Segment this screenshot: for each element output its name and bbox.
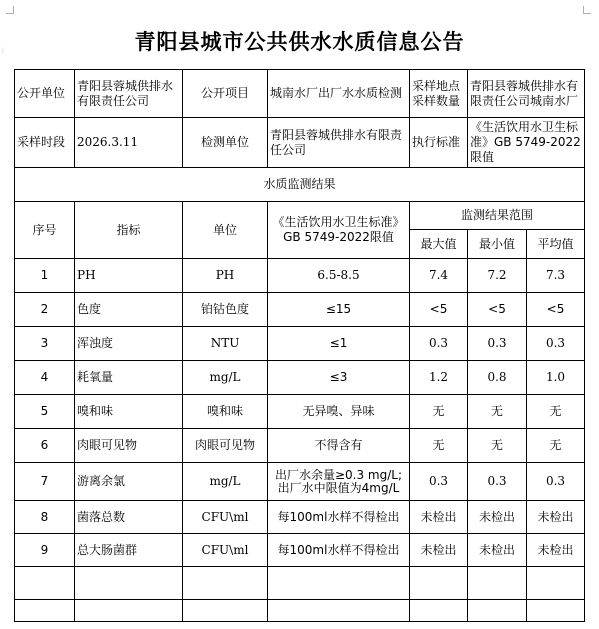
publish-unit-value: 青阳县蓉城供排水有限责任公司 — [75, 70, 183, 118]
row-avg: 未检出 — [527, 501, 585, 534]
empty-row — [15, 600, 585, 622]
row-avg: 无 — [527, 429, 585, 463]
row-min: 未检出 — [468, 534, 527, 567]
row-no: 3 — [15, 327, 75, 361]
label-publish-item: 公开项目 — [183, 70, 268, 118]
table-row — [15, 259, 585, 293]
row-unit: CFU\ml — [183, 501, 268, 534]
header-unit: 单位 — [183, 202, 268, 259]
row-unit: 肉眼可见物 — [183, 429, 268, 463]
row-no: 9 — [15, 534, 75, 567]
row-min: 7.2 — [468, 259, 527, 293]
row-unit: 嗅和味 — [183, 395, 268, 429]
row-max: 无 — [410, 395, 468, 429]
row-unit: NTU — [183, 327, 268, 361]
row-avg: 未检出 — [527, 534, 585, 567]
empty-row — [15, 567, 585, 600]
row-no: 7 — [15, 463, 75, 501]
row-min: 0.3 — [468, 327, 527, 361]
row-indicator: 耗氧量 — [75, 361, 183, 395]
row-max: 7.4 — [410, 259, 468, 293]
row-limit: 每100ml水样不得检出 — [268, 534, 410, 567]
row-max: 无 — [410, 429, 468, 463]
publish-item-value: 城南水厂出厂水水质检测 — [268, 70, 410, 118]
sample-site-value: 青阳县蓉城供排水有限责任公司城南水厂 — [468, 70, 585, 118]
page-corner-mark — [583, 6, 591, 14]
row-no: 1 — [15, 259, 75, 293]
header-row — [15, 202, 585, 230]
row-unit: CFU\ml — [183, 534, 268, 567]
label-sample-time: 采样时段 — [15, 118, 75, 168]
table-row — [15, 534, 585, 567]
page-title: 青阳县城市公共供水水质信息公告 — [134, 30, 465, 54]
label-publish-unit: 公开单位 — [15, 70, 75, 118]
row-min: <5 — [468, 293, 527, 327]
header-range: 监测结果范围 — [410, 202, 585, 230]
label-sample-site: 采样地点采样数量 — [410, 70, 468, 118]
row-avg: 0.3 — [527, 463, 585, 501]
row-max: 未检出 — [410, 501, 468, 534]
table-row — [15, 501, 585, 534]
row-indicator: 色度 — [75, 293, 183, 327]
row-indicator: 游离余氯 — [75, 463, 183, 501]
row-no: 6 — [15, 429, 75, 463]
table-row — [15, 429, 585, 463]
page-corner-mark — [6, 6, 14, 14]
row-avg: 0.3 — [527, 327, 585, 361]
section-title: 水质监测结果 — [15, 168, 585, 202]
row-limit: ≤1 — [268, 327, 410, 361]
row-max: 0.3 — [410, 463, 468, 501]
row-avg: 7.3 — [527, 259, 585, 293]
header-min: 最小值 — [468, 230, 527, 259]
row-indicator: 浑浊度 — [75, 327, 183, 361]
row-max: 1.2 — [410, 361, 468, 395]
row-no: 4 — [15, 361, 75, 395]
row-max: <5 — [410, 293, 468, 327]
table-row — [15, 395, 585, 429]
info-row — [15, 118, 585, 168]
row-unit: PH — [183, 259, 268, 293]
row-max: 未检出 — [410, 534, 468, 567]
water-quality-table — [14, 69, 585, 622]
row-unit: 铂钴色度 — [183, 293, 268, 327]
row-indicator: 嗅和味 — [75, 395, 183, 429]
header-limit: 《生活饮用水卫生标准》GB 5749-2022限值 — [268, 202, 410, 259]
sample-time-value: 2026.3.11 — [75, 118, 183, 168]
header-indicator: 指标 — [75, 202, 183, 259]
row-unit: mg/L — [183, 361, 268, 395]
row-max: 0.3 — [410, 327, 468, 361]
row-no: 8 — [15, 501, 75, 534]
row-limit: 每100ml水样不得检出 — [268, 501, 410, 534]
row-avg: <5 — [527, 293, 585, 327]
row-limit: 出厂水余量≥0.3 mg/L;出厂水中限值为4mg/L — [268, 463, 410, 501]
row-min: 无 — [468, 395, 527, 429]
row-avg: 无 — [527, 395, 585, 429]
table-row — [15, 463, 585, 501]
table-row — [15, 293, 585, 327]
row-no: 2 — [15, 293, 75, 327]
row-limit: ≤3 — [268, 361, 410, 395]
table-row — [15, 361, 585, 395]
header-max: 最大值 — [410, 230, 468, 259]
row-avg: 1.0 — [527, 361, 585, 395]
row-indicator: PH — [75, 259, 183, 293]
row-indicator: 总大肠菌群 — [75, 534, 183, 567]
row-min: 未检出 — [468, 501, 527, 534]
margin-marker: ⋮ — [0, 47, 6, 54]
row-limit: 无异嗅、异味 — [268, 395, 410, 429]
section-row — [15, 168, 585, 202]
row-limit: 6.5-8.5 — [268, 259, 410, 293]
test-org-value: 青阳县蓉城供排水有限责任公司 — [268, 118, 410, 168]
info-row — [15, 70, 585, 118]
row-min: 0.3 — [468, 463, 527, 501]
header-no: 序号 — [15, 202, 75, 259]
row-no: 5 — [15, 395, 75, 429]
row-limit: ≤15 — [268, 293, 410, 327]
row-min: 0.8 — [468, 361, 527, 395]
label-standard: 执行标准 — [410, 118, 468, 168]
table-row — [15, 327, 585, 361]
row-indicator: 菌落总数 — [75, 501, 183, 534]
row-limit: 不得含有 — [268, 429, 410, 463]
standard-value: 《生活饮用水卫生标准》GB 5749-2022限值 — [468, 118, 585, 168]
row-unit: mg/L — [183, 463, 268, 501]
header-avg: 平均值 — [527, 230, 585, 259]
label-test-org: 检测单位 — [183, 118, 268, 168]
row-min: 无 — [468, 429, 527, 463]
row-indicator: 肉眼可见物 — [75, 429, 183, 463]
